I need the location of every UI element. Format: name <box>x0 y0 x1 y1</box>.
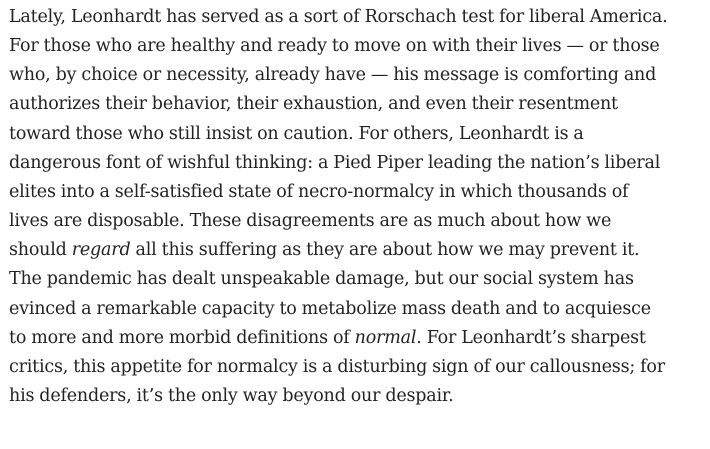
text-line: elites into a self-satisfied state of necro-normalcy in which thousands of <box>9 181 629 202</box>
text-line: to more and more morbid definitions of normal. For Leonhardt’s sharpest <box>9 327 646 348</box>
text-line: dangerous font of wishful thinking: a Pied Piper leading the nation’s liberal <box>9 152 661 173</box>
article-paragraph <box>9 3 709 411</box>
text-line: should regard all this suffering as they are about how we may prevent it. <box>9 240 640 261</box>
text-line: For those who are healthy and ready to move on with their lives — or those <box>9 36 660 57</box>
text-line: The pandemic has dealt unspeakable damage, but our social system has <box>9 269 634 290</box>
emphasis-normal: normal <box>354 327 417 348</box>
text-line: toward those who still insist on caution. For others, Leonhardt is a <box>9 123 584 144</box>
text-line: his defenders, it’s the only way beyond our despair. <box>9 386 454 407</box>
text-line: authorizes their behavior, their exhaustion, and even their resentment <box>9 94 618 115</box>
emphasis-regard: regard <box>71 240 131 261</box>
text-line: critics, this appetite for normalcy is a disturbing sign of our callousness; for <box>9 356 665 377</box>
text-line: who, by choice or necessity, already have — his message is comforting and <box>9 65 657 86</box>
text-line: lives are disposable. These disagreements are as much about how we <box>9 211 612 232</box>
text-line: evinced a remarkable capacity to metabolize mass death and to acquiesce <box>9 298 651 319</box>
text-line: Lately, Leonhardt has served as a sort of Rorschach test for liberal America. <box>9 7 668 27</box>
